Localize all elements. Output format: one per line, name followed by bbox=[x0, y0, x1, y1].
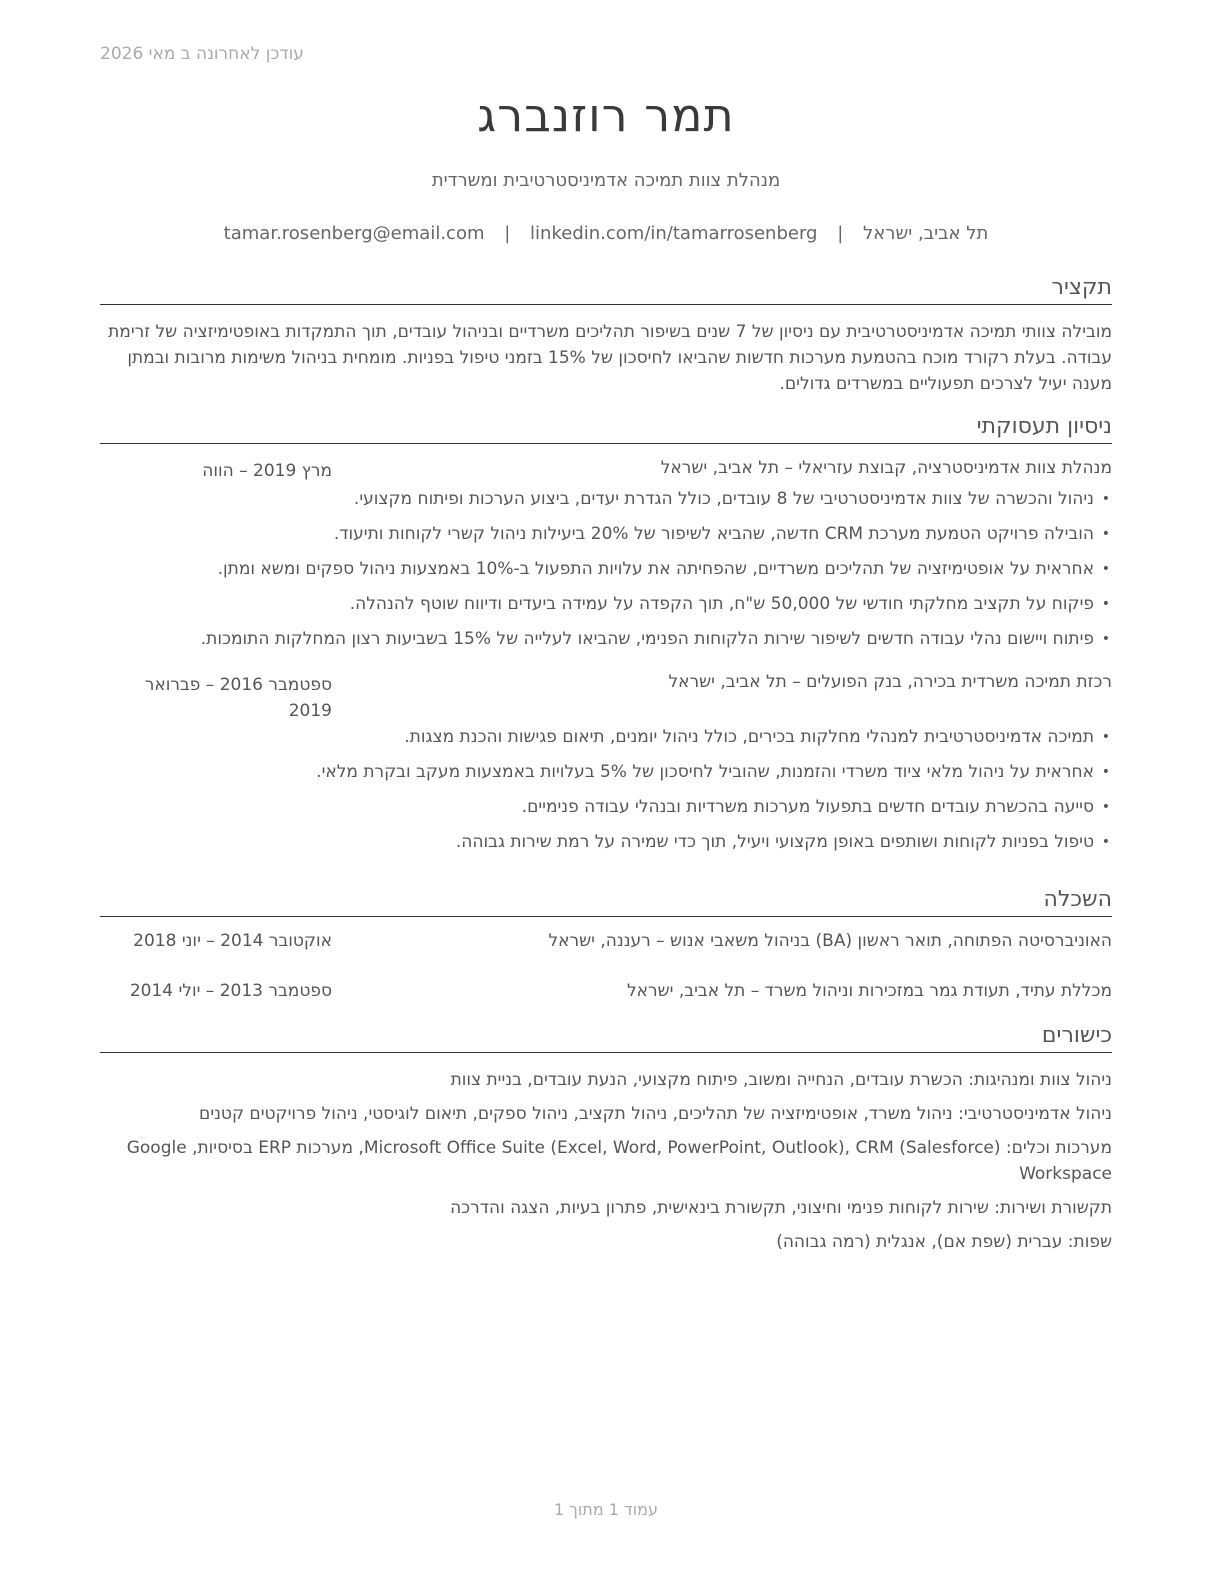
bullet-icon: • bbox=[1101, 729, 1110, 745]
skills-section bbox=[100, 1022, 1112, 1263]
job-bullets bbox=[100, 486, 1112, 652]
job-header bbox=[100, 672, 1112, 724]
summary-text: מובילה צוותי תמיכה אדמיניסטרטיבית עם ניסיון של 7 שנים בשיפור תהליכים משרדיים ובניהול עובדים, תוך התמקדות באופטימיזציה של זרימת עבודה. בעלת רקורד מוכח בהטמעת מערכות חדשות שהביאו לחיסכון של 15% בזמני טיפול בפניות. מומחית בניהול משימות מרובות ובמתן מענה יעיל לצרכים תפעוליים במשרדים גדולים. bbox=[108, 322, 1112, 394]
skills-heading: כישורים bbox=[100, 1022, 1112, 1053]
education-dates: ספטמבר 2013 – יולי 2014 bbox=[129, 981, 332, 1001]
bullet-icon: • bbox=[1101, 631, 1110, 647]
education-title: האוניברסיטה הפתוחה, תואר ראשון (BA) בניהול משאבי אנוש – רעננה, ישראל bbox=[548, 931, 1112, 951]
job-header bbox=[100, 458, 1112, 486]
summary-section bbox=[100, 274, 1112, 397]
last-updated: עודכן לאחרונה ב מאי 2026 bbox=[100, 44, 304, 64]
bullet-icon: • bbox=[1101, 561, 1110, 577]
bullet-icon: • bbox=[1101, 491, 1110, 507]
bullet-icon: • bbox=[1101, 834, 1110, 850]
list-item: • אחראית על ניהול מלאי ציוד משרדי והזמנות, שהוביל לחיסכון של 5% בעלויות באמצעות מעקב ובקרת מלאי. bbox=[100, 759, 1112, 785]
job-entry bbox=[100, 672, 1112, 855]
experience-section bbox=[100, 413, 1112, 864]
skills-list bbox=[100, 1067, 1112, 1255]
candidate-name: תמר רוזנברג bbox=[477, 88, 735, 142]
education-dates: אוקטובר 2014 – יוני 2018 bbox=[133, 931, 332, 951]
list-item: • סייעה בהכשרת עובדים חדשים בתפעול מערכות משרדיות ובנהלי עבודה פנימיים. bbox=[100, 794, 1112, 820]
list-item: • אחראית על אופטימיזציה של תהליכים משרדיים, שהפחיתה את עלויות התפעול ב-10% באמצעות ניהול ספקים ומשא ומתן. bbox=[100, 556, 1112, 582]
candidate-subtitle: מנהלת צוות תמיכה אדמיניסטרטיבית ומשרדית bbox=[431, 170, 781, 191]
job-bullets bbox=[100, 724, 1112, 855]
list-item: • תמיכה אדמיניסטרטיבית למנהלי מחלקות בכירים, כולל ניהול יומנים, תיאום פגישות והכנת מצגות. bbox=[100, 724, 1112, 750]
experience-heading: ניסיון תעסוקתי bbox=[100, 413, 1112, 444]
skill-line: מערכות וכלים: Microsoft Office Suite (Excel, Word, PowerPoint, Outlook), CRM (Salesforce), מערכות ERP בסיסיות, Google Workspace bbox=[126, 1138, 1112, 1184]
email-link[interactable]: tamar.rosenberg@email.com bbox=[223, 223, 485, 244]
skill-line: ניהול אדמיניסטרטיבי: ניהול משרד, אופטימיזציה של תהליכים, ניהול תקציב, ניהול ספקים, תיאום לוגיסטי, ניהול פרויקטים קטנים bbox=[199, 1104, 1112, 1124]
separator: | bbox=[504, 223, 511, 244]
job-title: מנהלת צוות אדמיניסטרציה, קבוצת עזריאלי – תל אביב, ישראל bbox=[660, 458, 1112, 478]
bullet-icon: • bbox=[1101, 596, 1110, 612]
skill-line: ניהול צוות ומנהיגות: הכשרת עובדים, הנחייה ומשוב, פיתוח מקצועי, הנעת עובדים, בניית צוות bbox=[450, 1070, 1112, 1090]
skill-line: תקשורת ושירות: שירות לקוחות פנימי וחיצוני, תקשורת בינאישית, פתרון בעיות, הצגה והדרכה bbox=[450, 1198, 1112, 1218]
job-entry bbox=[100, 458, 1112, 652]
resume-page bbox=[100, 0, 1112, 1584]
summary-heading: תקציר bbox=[100, 274, 1112, 305]
bullet-icon: • bbox=[1101, 764, 1110, 780]
education-item bbox=[100, 931, 1112, 957]
education-title: מכללת עתיד, תעודת גמר במזכירות וניהול משרד – תל אביב, ישראל bbox=[626, 981, 1112, 1001]
list-item: • הובילה פרויקט הטמעת מערכת CRM חדשה, שהביא לשיפור של 20% ביעילות ניהול קשרי לקוחות ותיעוד. bbox=[100, 521, 1112, 547]
job-title: רכזת תמיכה משרדית בכירה, בנק הפועלים – תל אביב, ישראל bbox=[668, 672, 1112, 692]
contact-line bbox=[100, 223, 1112, 244]
job-dates: מרץ 2019 – הווה bbox=[202, 461, 332, 481]
linkedin-link[interactable]: linkedin.com/in/tamarrosenberg bbox=[530, 223, 818, 244]
education-item bbox=[100, 981, 1112, 1007]
education-section bbox=[100, 886, 1112, 1007]
skill-line: שפות: עברית (שפת אם), אנגלית (רמה גבוהה) bbox=[776, 1232, 1112, 1252]
job-dates: ספטמבר 2016 – פברואר 2019 bbox=[144, 675, 332, 721]
list-item: • טיפול בפניות לקוחות ושותפים באופן מקצועי ויעיל, תוך כדי שמירה על רמת שירות גבוהה. bbox=[100, 829, 1112, 855]
list-item: • ניהול והכשרה של צוות אדמיניסטרטיבי של 8 עובדים, כולל הגדרת יעדים, ביצוע הערכות ופיתוח מקצועי. bbox=[100, 486, 1112, 512]
separator: | bbox=[837, 223, 844, 244]
education-heading: השכלה bbox=[100, 886, 1112, 917]
list-item: • פיתוח ויישום נהלי עבודה חדשים לשיפור שירות הלקוחות הפנימי, שהביאו לעלייה של 15% בשביעות רצון המחלקות התומכות. bbox=[100, 626, 1112, 652]
bullet-icon: • bbox=[1101, 526, 1110, 542]
bullet-icon: • bbox=[1101, 799, 1110, 815]
location: תל אביב, ישראל bbox=[863, 223, 989, 244]
list-item: • פיקוח על תקציב מחלקתי חודשי של 50,000 ש"ח, תוך הקפדה על עמידה ביעדים ודיווח שוטף להנהלה. bbox=[100, 591, 1112, 617]
page-number: עמוד 1 מתוך 1 bbox=[554, 1500, 658, 1519]
